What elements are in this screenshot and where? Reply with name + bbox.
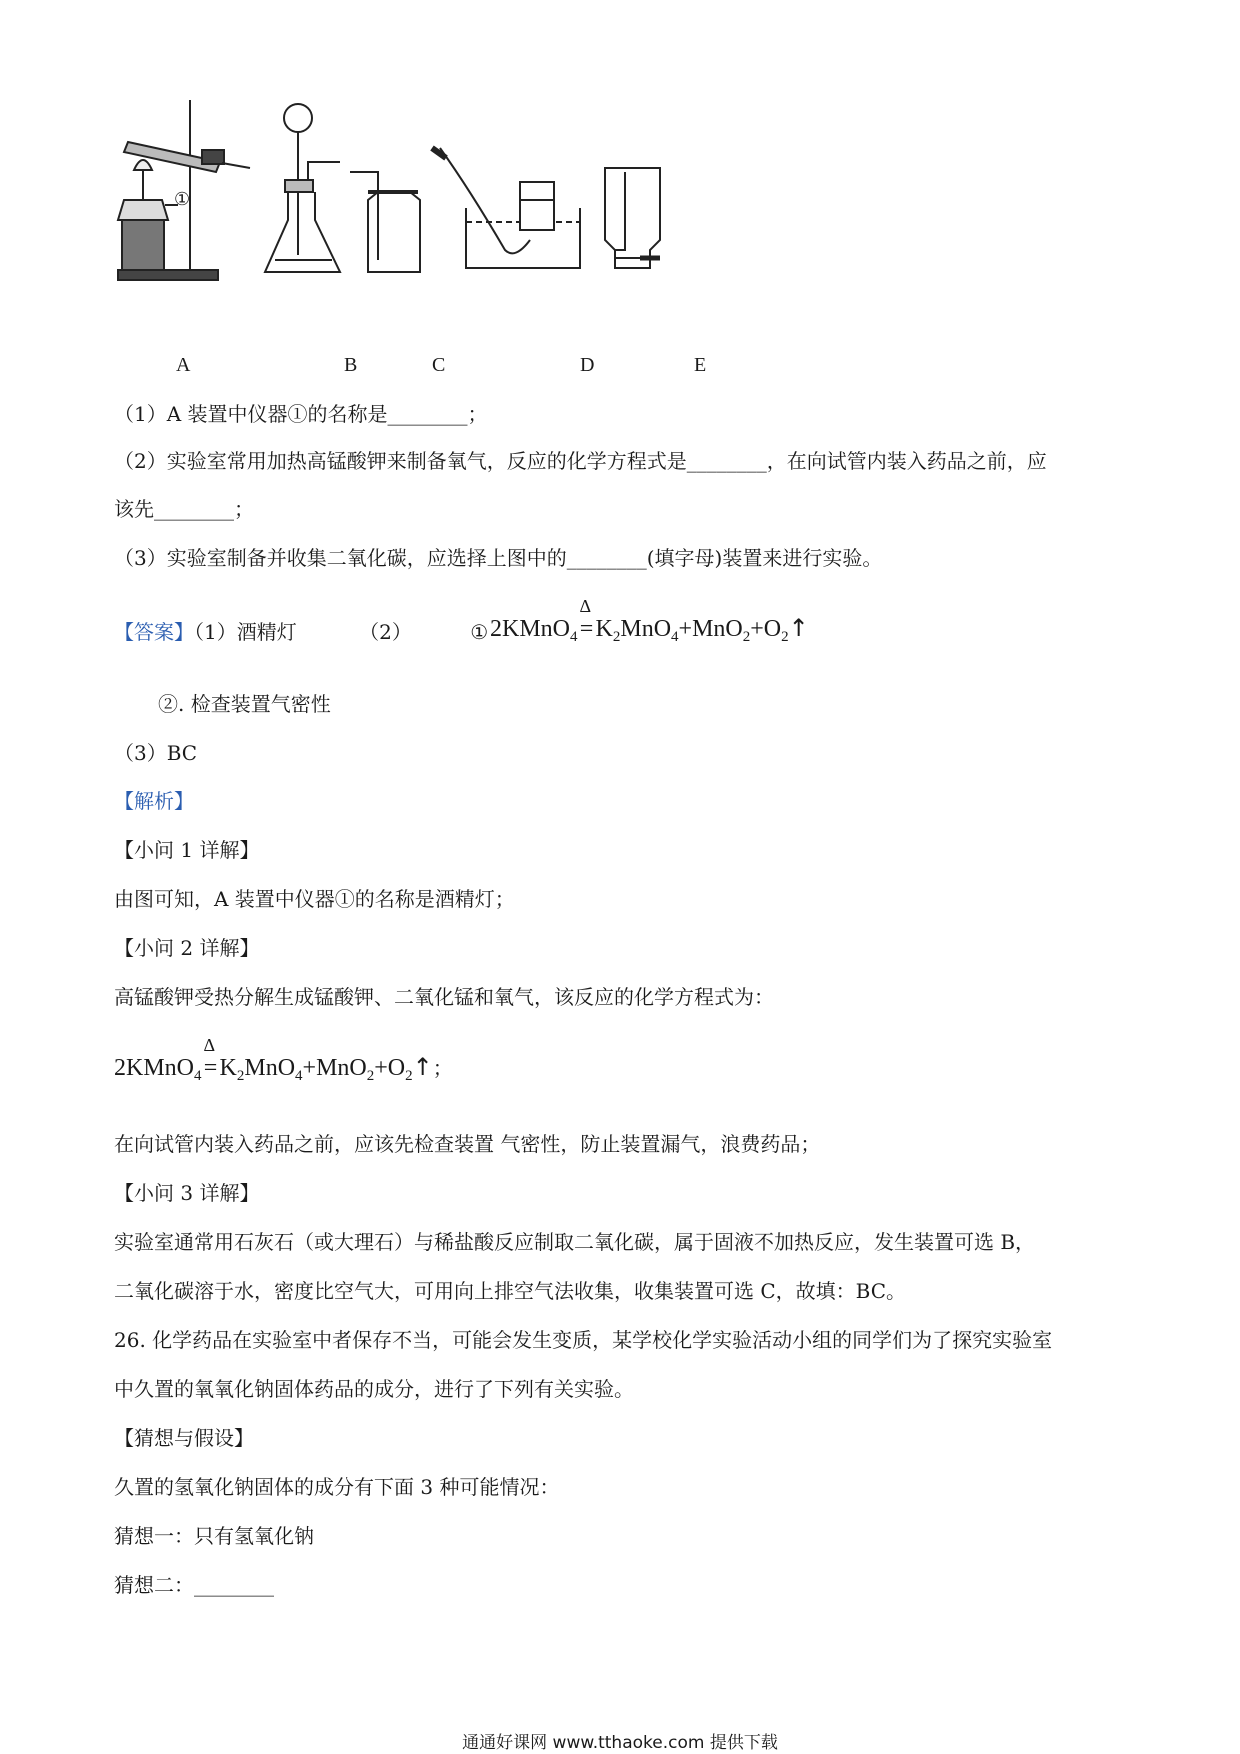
analysis-equation: 2KMnO$_4$ Δ $=K_2MnO_4+MnO_2+O_2↑$； — [114, 1035, 453, 1084]
analysis-text-1: 由图可知，A 装置中仪器①的名称是酒精灯； — [114, 887, 515, 911]
analysis-tag: 【解析】 — [114, 789, 194, 813]
question-26-heading: 【猜想与假设】 — [114, 1426, 254, 1450]
question-26-line-1: 26. 化学药品在实验室中者保存不当，可能会发生变质，某学校化学实验活动小组的同学们为了探究实验室 — [114, 1328, 1053, 1352]
apparatus-c — [350, 172, 420, 272]
guess-2: 猜想二：________ — [114, 1573, 274, 1597]
apparatus-figure — [110, 100, 770, 330]
answer-part-3: （3）BC — [114, 741, 198, 765]
footer-text: 通通好课网 www.tthaoke.com 提供下载 — [462, 1733, 778, 1753]
analysis-heading-2: 【小问 2 详解】 — [114, 936, 260, 960]
figure-label-a: A — [176, 354, 191, 376]
analysis-text-2: 高锰酸钾受热分解生成锰酸钾、二氧化锰和氧气，该反应的化学方程式为： — [114, 985, 774, 1009]
figure-label-b: B — [344, 354, 358, 376]
answer-equation: 2KMnO$_4$ Δ $=K_2MnO_4+MnO_2+O_2↑$ — [490, 596, 809, 645]
figure-label-e: E — [694, 354, 707, 376]
answer-part-2b: ②. 检查装置气密性 — [158, 692, 331, 716]
answer-part-2: （2） — [359, 620, 412, 644]
analysis-text-3a: 实验室通常用石灰石（或大理石）与稀盐酸反应制取二氧化碳，属于固液不加热反应，发生装置可选 B， — [114, 1230, 1036, 1254]
figure-label-c: C — [432, 354, 446, 376]
figure-label-d: D — [580, 354, 595, 376]
question-3: （3）实验室制备并收集二氧化碳，应选择上图中的________(填字母)装置来进行实验。 — [114, 546, 883, 570]
answer-circle-1: ① — [470, 620, 489, 644]
question-26-line-2: 中久置的氧氧化钠固体药品的成分，进行了下列有关实验。 — [114, 1377, 634, 1401]
callout-label: ① — [174, 189, 191, 210]
analysis-heading-1: 【小问 1 详解】 — [114, 838, 260, 862]
question-1: （1）A 装置中仪器①的名称是________； — [114, 402, 488, 426]
guess-1: 猜想一：只有氢氧化钠 — [114, 1524, 314, 1548]
analysis-text-3b: 二氧化碳溶于水，密度比空气大，可用向上排空气法收集，收集装置可选 C，故填：BC。 — [114, 1279, 907, 1303]
analysis-text-2b: 在向试管内装入药品之前，应该先检查装置 气密性，防止装置漏气，浪费药品； — [114, 1132, 821, 1156]
question-2-line-2: 该先________； — [114, 497, 254, 521]
apparatus-b — [265, 104, 340, 272]
analysis-heading-3: 【小问 3 详解】 — [114, 1181, 260, 1205]
answer-part-1: （1）酒精灯 — [194, 620, 297, 644]
question-26-line-3: 久置的氢氧化钠固体的成分有下面 3 种可能情况： — [114, 1475, 560, 1499]
answer-row — [114, 618, 488, 646]
question-2-line-1: （2）实验室常用加热高锰酸钾来制备氧气，反应的化学方程式是________，在向试管内装入药品之前，应 — [114, 449, 1047, 473]
answer-tag: 【答案】 — [114, 620, 194, 644]
apparatus-e — [605, 168, 660, 268]
apparatus-d — [432, 148, 580, 268]
